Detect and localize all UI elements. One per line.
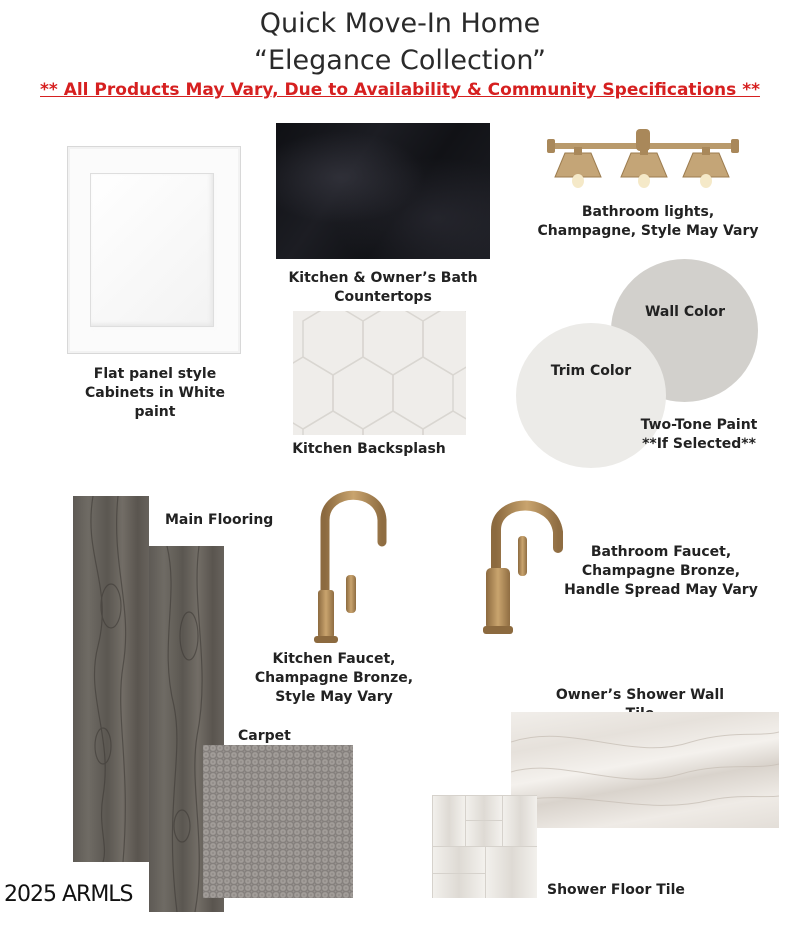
kitchen-faucet-caption-line: Style May Vary [275,689,393,705]
countertops-caption-line: Kitchen & Owner’s Bath [288,270,478,286]
two-tone-caption-line: Two-Tone Paint [640,417,758,433]
disclaimer: ** All Products May Vary, Due to Availability & Community Specifications ** [40,80,760,100]
carpet-label: Carpet [238,728,291,744]
shower-wall-tile-image [511,712,779,828]
bathroom-faucet-caption-line: Handle Spread May Vary [564,582,758,598]
flooring-plank [73,496,149,862]
cabinets-caption-line: paint [134,404,176,420]
kitchen-faucet-caption [250,650,418,707]
countertops-caption-line: Countertops [334,289,432,305]
cabinet-image [67,146,241,354]
shower-wall-tile-label: Owner’s Shower Wall [555,687,725,703]
two-tone-caption-line: **If Selected** [642,436,756,452]
kitchen-faucet-image [310,480,390,645]
carpet-image [203,745,353,898]
kitchen-faucet-caption-line: Champagne Bronze, [254,670,414,686]
backsplash-image [293,311,466,435]
bathroom-faucet-caption [557,543,765,600]
countertop-image [276,123,490,259]
cabinets-caption-line: Flat panel style [93,366,217,382]
bathroom-lights-image [543,125,743,195]
bathroom-lights-caption-line: Champagne, Style May Vary [537,223,759,239]
bathroom-lights-caption-line: Bathroom lights, [581,204,715,220]
backsplash-caption: Kitchen Backsplash [292,441,446,457]
shower-floor-tile-label: Shower Floor Tile [547,882,685,898]
bathroom-faucet-image [478,490,568,640]
trim-color-label: Trim Color [550,363,632,379]
kitchen-faucet-caption-line: Kitchen Faucet, [272,651,396,667]
countertops-caption [270,269,496,307]
bathroom-lights-caption [530,203,766,241]
cabinets-caption [60,365,250,422]
copyright-watermark: 2025 ARMLS [4,882,133,907]
cabinets-caption-line: Cabinets in White [85,385,225,401]
main-flooring-label: Main Flooring [165,512,274,528]
shower-floor-tile-image [432,795,537,898]
bathroom-faucet-caption-line: Bathroom Faucet, [590,544,732,560]
two-tone-caption [620,416,778,454]
bathroom-faucet-caption-line: Champagne Bronze, [581,563,741,579]
wall-color-label: Wall Color [644,304,726,320]
collection-name: “Elegance Collection” [253,45,547,76]
page-title: Quick Move-In Home [259,8,541,39]
